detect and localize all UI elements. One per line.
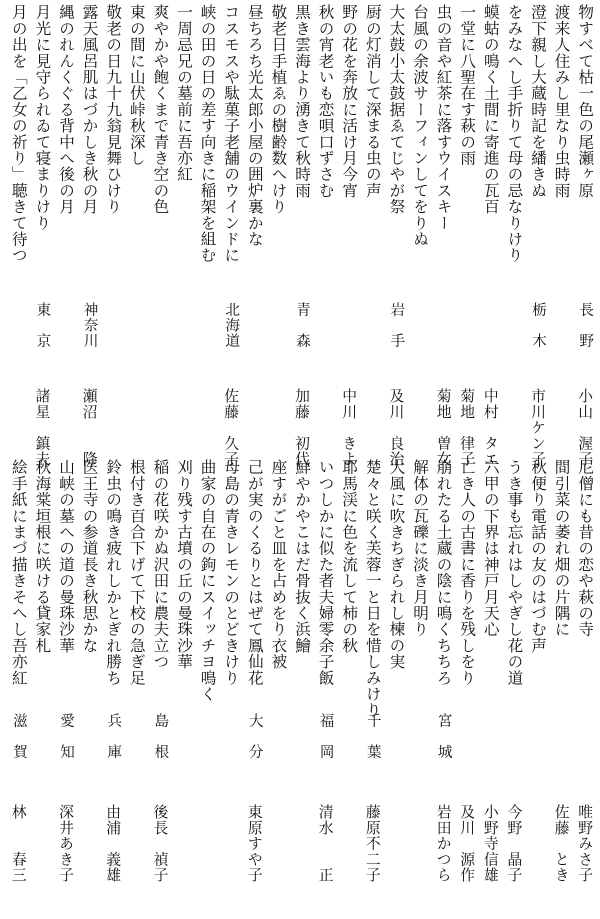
haiku-text: 秋便り電話の友のはづむ声 [529, 459, 547, 654]
haiku-text: 楚々と咲く芙蓉一と日を惜しみけり [363, 459, 382, 719]
author-prefecture: 神奈川 [81, 302, 98, 349]
author-name: 林 春三 [9, 804, 27, 883]
author-prefecture: 千 葉 [364, 713, 381, 760]
author-name: 深井あき子 [57, 804, 74, 883]
author-name: 今野 晶子 [505, 804, 523, 883]
author-name: 佐藤 とき [552, 804, 570, 883]
author-prefecture: 北海道 [223, 302, 240, 349]
author-name: 清水 正 [316, 804, 334, 883]
haiku-text: 昼ちろち光太郎小屋の囲炉裏かな [245, 4, 264, 247]
author-prefecture: 栃 木 [530, 302, 546, 349]
author-name: 中村 タエ [481, 388, 499, 467]
author-name: 市川ケン子 [529, 388, 546, 467]
author-name: 小山 渥子 [576, 388, 594, 467]
haiku-text: コスモスや駄菓子老舗のウインドに [222, 4, 241, 264]
haiku-text: 敬老の日九十九翁見舞ひけり [104, 4, 123, 215]
author-prefecture: 愛 知 [58, 713, 74, 760]
haiku-text: をみなへし手折りて母の忌なりけり [505, 4, 524, 264]
author-prefecture: 岩 手 [388, 302, 405, 349]
author-name: 藤原不二子 [363, 804, 381, 883]
haiku-text: 月の出を「乙女の祈り」聴きて待つ [9, 4, 28, 264]
author-name: 後長 禎子 [151, 804, 169, 883]
author-name: 及川 良治 [387, 388, 405, 467]
author-prefecture: 兵 庫 [105, 713, 122, 760]
author-name: 唯野みさ子 [576, 804, 594, 883]
haiku-text: 縄のれんくぐる背中へ後の月 [57, 4, 75, 215]
haiku-text: 医王寺の参道長き秋思かな [80, 459, 99, 654]
author-name: 由浦 義雄 [104, 804, 122, 883]
author-name: 加藤 初代 [293, 388, 310, 467]
haiku-text: 大太鼓小太鼓据ゑてじやが祭 [387, 4, 406, 215]
author-prefecture: 滋 賀 [10, 713, 27, 760]
haiku-text: 絵手紙にまづ描きそへし吾亦紅 [9, 459, 28, 686]
author-prefecture: 長 野 [577, 302, 594, 349]
author-name: 菊地 律子 [458, 388, 476, 467]
haiku-text: 崩れたる土蔵の陰に鳴くちちろ [434, 459, 453, 686]
haiku-text: 曲家の自在の鉤にスイッチヨ鳴く [198, 459, 217, 702]
author-name: 岩田かつら [434, 804, 452, 883]
haiku-text: 大風に吹きちぎられし楝の実 [387, 459, 406, 670]
haiku-text: 秋の宵老いも恋唄口ずさむ [316, 4, 335, 199]
haiku-text: 峡の田の日の差す向きに稲架を組む [198, 4, 217, 264]
haiku-text: 根付き百合下げて下校の急ぎ足 [127, 459, 146, 686]
haiku-text: 稲の花咲かぬ沢田に農夫立つ [151, 459, 170, 670]
haiku-text: いつしかに似た者夫婦零余子飯 [316, 459, 335, 686]
author-name: 瀬沼 降 [80, 388, 98, 467]
author-prefecture: 東 京 [34, 302, 51, 349]
haiku-text: 爽やかや飽くまで青き空の色 [151, 4, 170, 215]
haiku-text: 東の間に山伏峠秋深し [127, 4, 146, 166]
haiku-text: うき事も忘れはしやぎし花の道 [505, 459, 524, 686]
author-prefecture: 青 森 [294, 302, 310, 349]
haiku-text: 厨の灯消して深まる虫の声 [363, 4, 382, 199]
haiku-text: 鮮やかやこはだ骨抜く浜鱠 [293, 459, 311, 654]
author-name: 小野寺信雄 [481, 804, 499, 883]
author-prefecture: 島 根 [152, 713, 169, 760]
haiku-text: 黒き雲海より湧きて秋時雨 [293, 4, 311, 199]
author-prefecture: 宮 城 [435, 713, 452, 760]
author-name: 東原すや子 [245, 804, 263, 883]
haiku-text: 解体の瓦礫に淡き月明り [411, 459, 429, 638]
haiku-text: 虫の音や紅茶に落すウイスキー [434, 4, 453, 231]
haiku-text: 尼僧にも昔の恋や萩の寺 [576, 459, 595, 638]
haiku-text: 一周忌兄の墓前に吾亦紅 [175, 4, 193, 183]
author-prefecture: 福 岡 [317, 713, 334, 760]
haiku-text: 物すべて枯一色の尾瀬ヶ原 [576, 4, 595, 199]
haiku-text: 山峡の墓への道の曼珠沙華 [57, 459, 75, 654]
haiku-text: 露天風呂肌はづかしき秋の月 [80, 4, 99, 215]
author-name: 及川 源作 [458, 804, 476, 883]
haiku-text: 渡来人住みし里なり虫時雨 [552, 4, 571, 199]
haiku-text: 澄下親し大蔵時記を繙きぬ [529, 4, 547, 199]
haiku-text: 一堂に八聖在す萩の雨 [458, 4, 477, 166]
haiku-text: 間引菜の萎れ畑の片隅に [552, 459, 571, 638]
haiku-text: 己が実のくるりとはぜて鳳仙花 [245, 459, 264, 686]
haiku-text: 台風の余波サーフィンしてをりぬ [411, 4, 429, 247]
haiku-text: 刈り残す古墳の丘の曼珠沙華 [175, 459, 193, 670]
haiku-text: 鈴虫の鳴き疲れしかとぎれ勝ち [104, 459, 123, 686]
haiku-text: 座すがごと皿を占めをり衣被 [269, 459, 288, 670]
haiku-text: 野の花を奔放に活け月今宵 [340, 4, 359, 199]
haiku-text: 月光に見守られゐて寝まりけり [33, 4, 52, 231]
author-name: 諸星 鎮夫 [33, 388, 51, 467]
author-name: 中川 きよ [340, 388, 358, 467]
author-name: 佐藤 久子 [222, 388, 240, 467]
haiku-text: 母島の青きレモンのとどきけり [222, 459, 241, 686]
haiku-text: 蟆蛄の鳴く土間に寄進の瓦百 [481, 4, 500, 215]
haiku-text: 六甲の下界は神戸月天心 [481, 459, 500, 638]
author-prefecture: 大 分 [246, 713, 263, 760]
haiku-text: 秋海棠垣根に咲ける貸家札 [33, 459, 52, 654]
author-name: 菊地 曽女 [434, 388, 452, 467]
haiku-text: 敬老日手植ゑの樹齢数へけり [269, 4, 288, 215]
haiku-text: 耶馬渓に色を流して柿の秋 [340, 459, 359, 654]
haiku-text: 亡き人の古書に香りを残しをり [458, 459, 477, 686]
